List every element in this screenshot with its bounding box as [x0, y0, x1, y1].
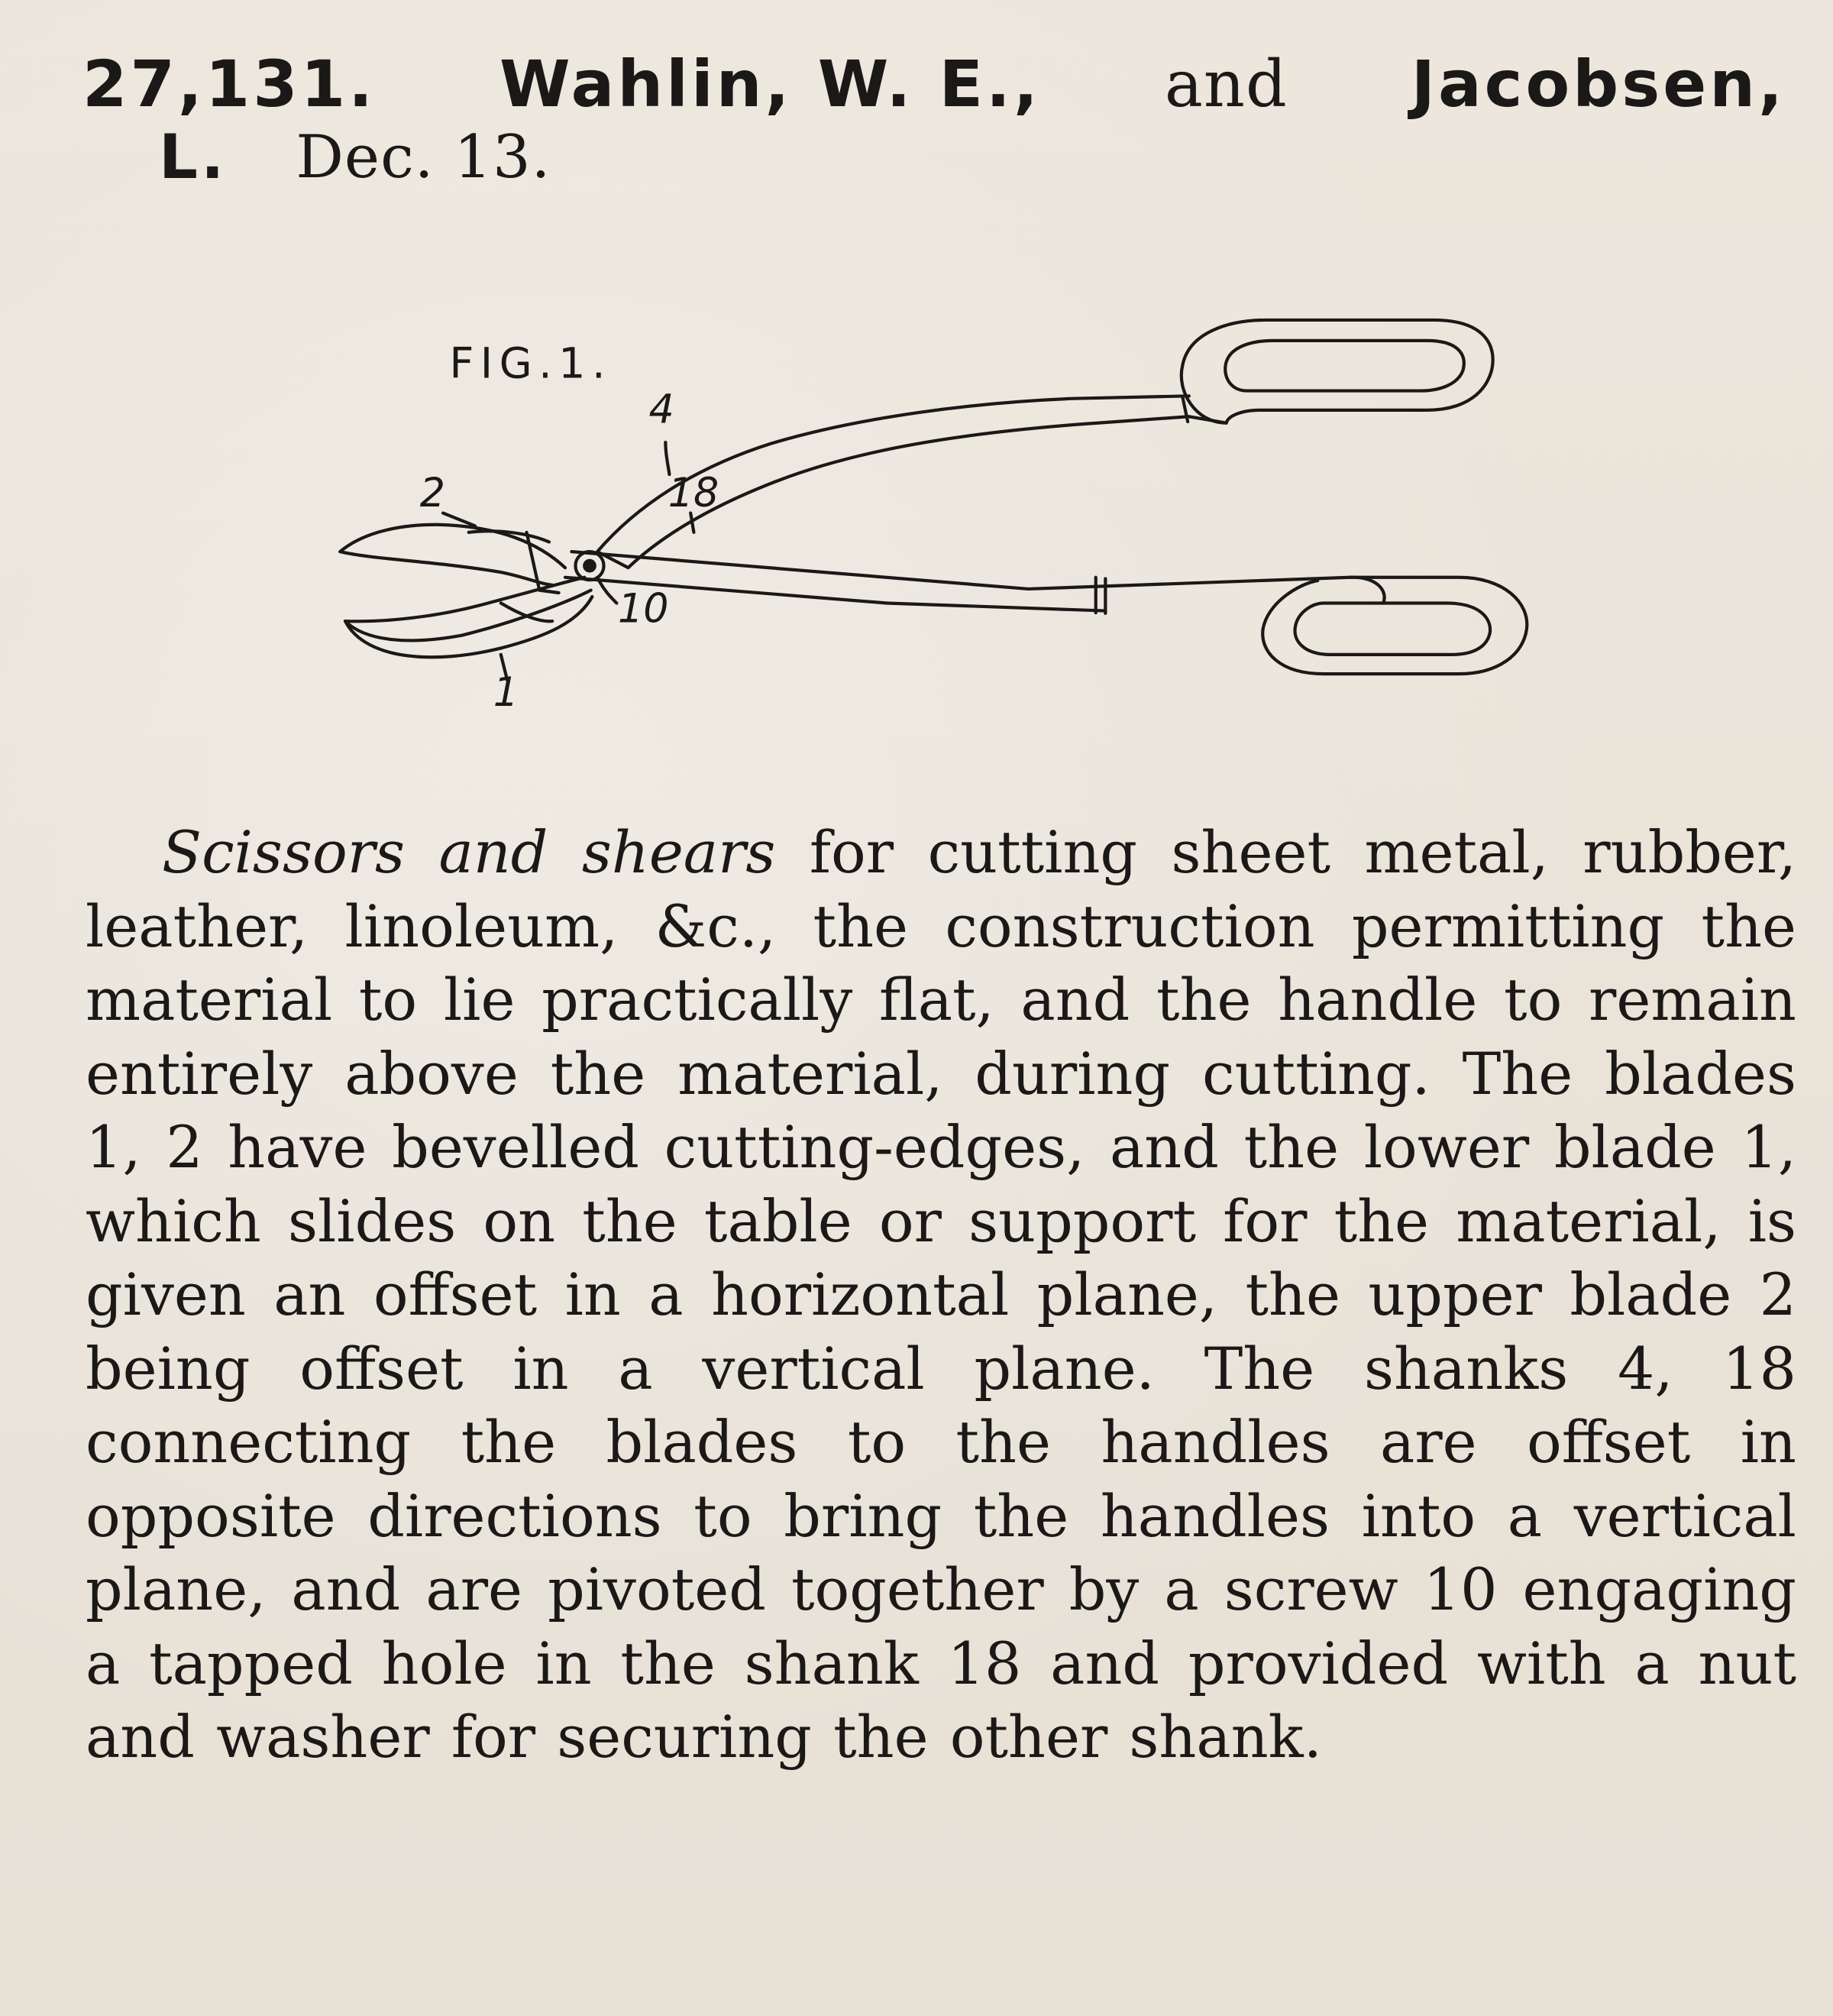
label-18: 18	[668, 471, 719, 517]
patent-number: 27,131.	[82, 47, 377, 121]
label-4: 4	[648, 387, 674, 433]
heading-line-1	[82, 47, 1786, 121]
description-text: for cutting sheet metal, rubber, leather, linoleum, &c., the construction permitting the material to lie practically flat, and the handle to remain entirely above the material, during cutting. The blades 1, 2 have bevelled cutting-edges, and the lower blade 1, which slides on the table or support for the material, is given an offset in a horizontal plane, the upper blade 2 being offset in a vertical plane. The shanks 4, 18 connecting the blades to the handles are offset in opposite directions to bring the handles into a vertical plane, and are pivoted together by a screw 10 engaging a tapped hole in the shank 18 and provided with a nut and washer for securing the other shank.	[86, 818, 1796, 1771]
lower-handle-ring	[1262, 578, 1527, 674]
scissors-drawing	[321, 275, 1543, 764]
patent-description	[86, 816, 1796, 1775]
inventor-initial: L.	[159, 121, 228, 193]
figure-title: FIG.1.	[449, 338, 613, 389]
conjunction: and	[1164, 47, 1288, 121]
label-10: 10	[618, 586, 669, 633]
label-1: 1	[493, 670, 519, 717]
upper-handle-ring-inner	[1225, 341, 1464, 391]
patent-date: Dec. 13.	[296, 123, 551, 192]
upper-handle-ring	[1182, 320, 1493, 423]
patent-heading	[82, 47, 1793, 194]
description-lead: Scissors and shears	[162, 818, 776, 886]
description-paragraph	[86, 816, 1796, 1775]
inventor-name-2: Jacobsen,	[1411, 47, 1786, 121]
inventor-name-1: Wahlin, W. E.,	[499, 47, 1041, 121]
heading-line-2	[82, 121, 1793, 194]
leader-4	[665, 442, 669, 474]
label-2: 2	[419, 471, 445, 517]
lower-handle-ring-inner	[1295, 603, 1491, 654]
lower-shank	[571, 552, 1384, 603]
patent-figure	[321, 275, 1543, 764]
